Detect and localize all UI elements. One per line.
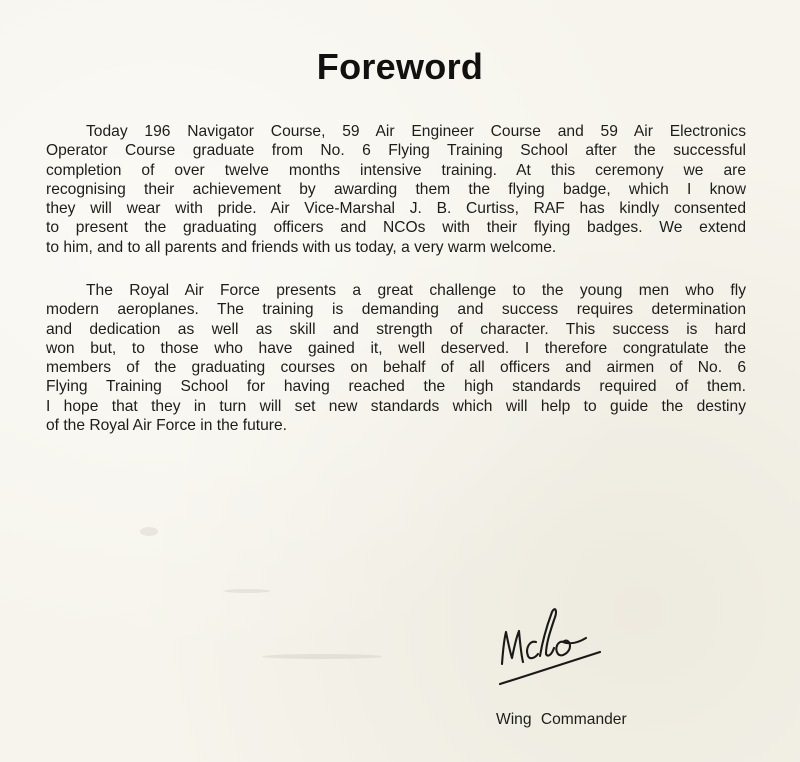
paper-stain <box>224 589 270 593</box>
paper-stain <box>262 654 382 659</box>
signatory-rank: Wing Commander <box>496 711 627 728</box>
paragraph-line: to him, and to all parents and friends with us today, a very warm welcome. <box>46 238 557 256</box>
paragraph-line: recognising their achievement by awarding them the flying badge, which I know <box>46 180 746 198</box>
paragraph-line: completion of over twelve months intensive training. At this ceremony we are <box>46 161 746 179</box>
paragraph-line: won but, to those who have gained it, well deserved. I therefore congratulate the <box>46 339 746 357</box>
paper-stain <box>140 527 158 536</box>
paragraph-line: and dedication as well as skill and strength of character. This success is hard <box>46 320 746 338</box>
paragraph-line: Flying Training School for having reached the high standards required of them. <box>46 378 746 396</box>
paragraph-line: Operator Course graduate from No. 6 Flying Training School after the successful <box>46 142 746 160</box>
paragraph-line: members of the graduating courses on behalf of all officers and airmen of No. 6 <box>46 359 746 377</box>
paragraph-line: Today 196 Navigator Course, 59 Air Engineer Course and 59 Air Electronics <box>86 123 746 140</box>
foreword-paragraph-2 <box>46 281 746 435</box>
paragraph-line: The Royal Air Force presents a great challenge to the young men who fly <box>86 282 746 299</box>
paragraph-line: to present the graduating officers and NCOs with their flying badges. We extend <box>46 219 746 237</box>
paragraph-line: modern aeroplanes. The training is demanding and success requires determination <box>46 301 746 319</box>
handwritten-signature <box>492 598 612 690</box>
paragraph-line: they will wear with pride. Air Vice-Marshal J. B. Curtiss, RAF has kindly consented <box>46 200 746 218</box>
paragraph-line: of the Royal Air Force in the future. <box>46 417 287 435</box>
paragraph-line: I hope that they in turn will set new standards which will help to guide the destiny <box>46 397 746 415</box>
page-title: Foreword <box>316 46 484 87</box>
foreword-paragraph-1 <box>46 122 746 257</box>
